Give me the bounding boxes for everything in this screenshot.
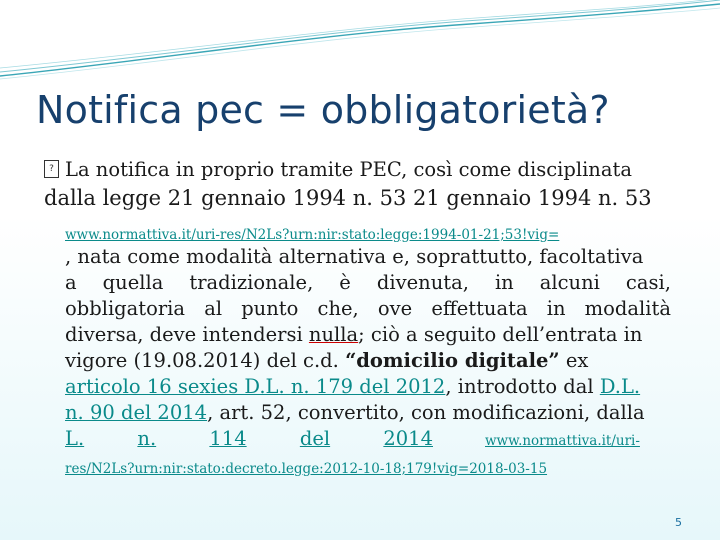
paragraph-line-3: , nata come modalità alternativa e, soprattutto, facoltativa <box>65 245 644 268</box>
paragraph-line-9 <box>65 400 671 426</box>
word: modalità <box>584 297 671 320</box>
word: al <box>204 297 223 320</box>
word[interactable]: del <box>299 427 331 450</box>
word: in <box>546 297 566 320</box>
bullet-glyph-icon: ? <box>44 160 59 178</box>
paragraph-line-7 <box>65 348 671 374</box>
paragraph-line-1: La notifica in proprio tramite PEC, così come disciplinata <box>65 158 632 181</box>
word: punto <box>241 297 299 320</box>
law-114-2014-link-group[interactable] <box>65 426 433 452</box>
line9-post: , art. 52, convertito, con modificazioni, dalla <box>207 401 645 424</box>
line7-pre: vigore (19.08.2014) del c.d. <box>65 349 346 372</box>
domicilio-digitale-term: “domicilio digitale” <box>345 349 560 372</box>
paragraph-line-10 <box>65 426 671 454</box>
nulla-word: nulla <box>308 323 359 346</box>
dl-link[interactable]: D.L. <box>599 375 641 398</box>
word[interactable]: n. <box>137 427 157 450</box>
paragraph-line-5 <box>65 296 671 322</box>
word: effettuata <box>431 297 528 320</box>
word: è <box>339 271 351 294</box>
word: divenuta, <box>376 271 469 294</box>
normattiva-link-decreto-part2[interactable]: res/N2Ls?urn:nir:stato:decreto.legge:2012-10-18;179!vig=2018-03-15 <box>65 461 548 477</box>
word[interactable]: 114 <box>209 427 247 450</box>
paragraph-line-8 <box>65 374 671 400</box>
line6-pre: diversa, deve intendersi <box>65 323 309 346</box>
word[interactable]: L. <box>65 427 85 450</box>
paragraph-line-11 <box>65 454 671 482</box>
word: a <box>65 271 77 294</box>
normattiva-link-decreto-part1[interactable]: www.normattiva.it/uri- <box>485 433 640 449</box>
normattiva-link-legge[interactable]: www.normattiva.it/uri-res/N2Ls?urn:nir:stato:legge:1994-01-21;53!vig= <box>65 227 560 243</box>
word: casi, <box>625 271 671 294</box>
word: obbligatoria <box>65 297 186 320</box>
word: in <box>494 271 514 294</box>
word: che, <box>317 297 359 320</box>
word: tradizionale, <box>189 271 314 294</box>
word[interactable]: 2014 <box>383 427 433 450</box>
dl-90-2014-link[interactable]: n. 90 del 2014 <box>65 401 208 424</box>
body-continuation <box>65 244 671 482</box>
decorative-swoosh <box>0 0 720 80</box>
slide-title: Notifica pec = obbligatorietà? <box>36 88 610 132</box>
paragraph-line-2: dalla legge 21 gennaio 1994 n. 53 21 gennaio 1994 n. 53 <box>44 186 652 210</box>
articolo-16-sexies-link[interactable]: articolo 16 sexies D.L. n. 179 del 2012 <box>65 375 446 398</box>
word: quella <box>102 271 164 294</box>
body-paragraph <box>44 157 671 211</box>
word: alcuni <box>539 271 600 294</box>
word: ove <box>377 297 413 320</box>
paragraph-line-6 <box>65 322 671 348</box>
page-number: 5 <box>675 516 682 529</box>
line6-post: ; ciò a seguito dell’entrata in <box>358 323 643 346</box>
paragraph-line-4 <box>65 270 671 296</box>
line7-post: ex <box>559 349 589 372</box>
line8-mid: , introdotto dal <box>445 375 600 398</box>
